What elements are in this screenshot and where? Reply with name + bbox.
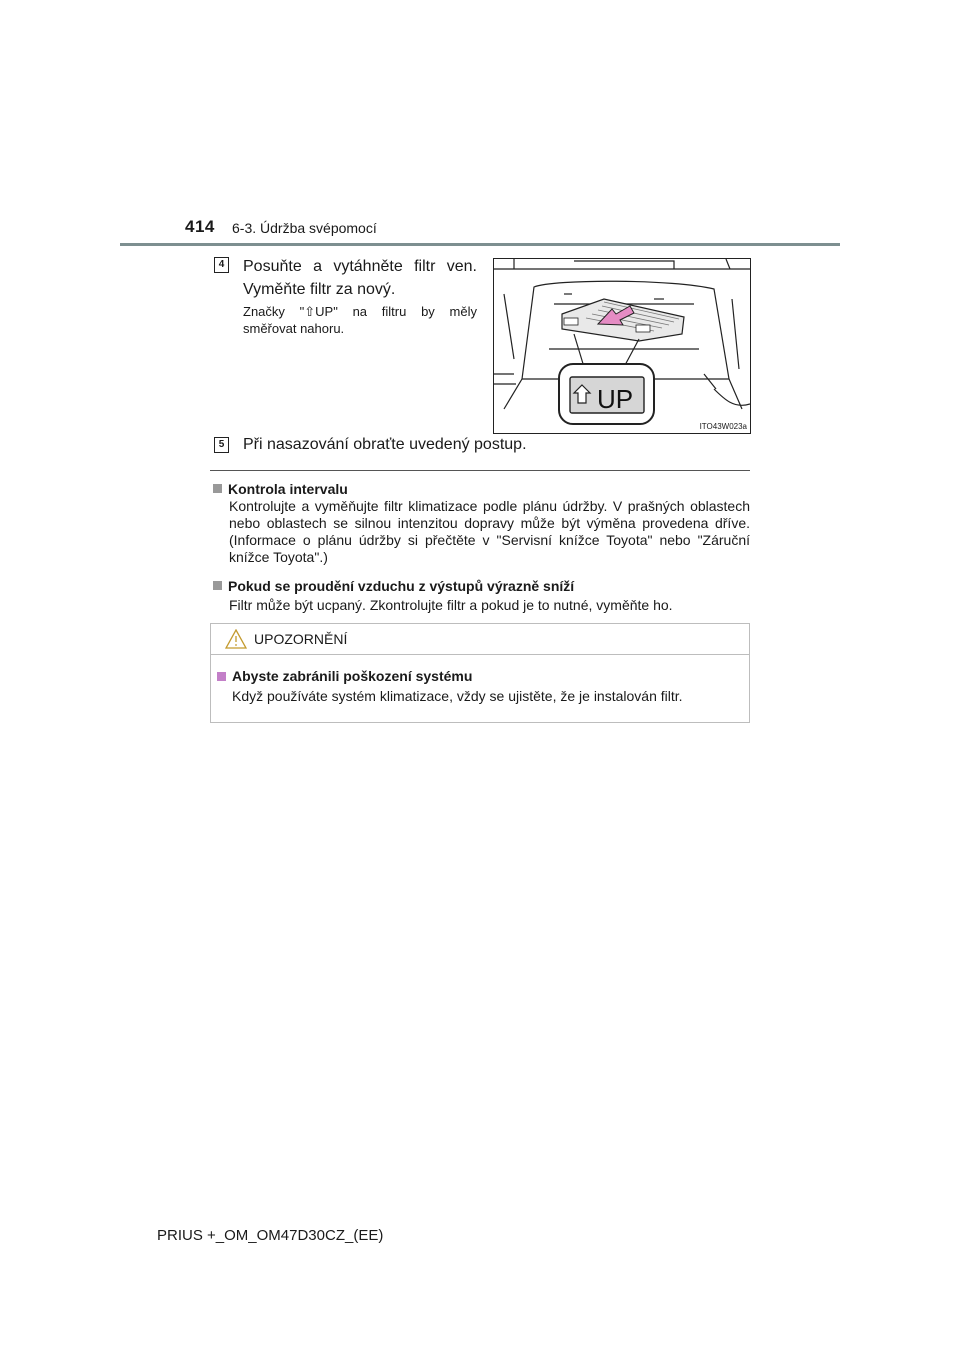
step-5-text: Při nasazování obraťte uvedený postup. xyxy=(243,436,527,453)
up-mark-right-icon xyxy=(636,325,650,332)
step-number-4: 4 xyxy=(214,257,229,273)
info-body: Filtr může být ucpaný. Zkontrolujte filtr a pokud je to nutné, vyměňte ho. xyxy=(229,597,673,613)
glovebox-filter-drawing xyxy=(494,259,750,433)
step-4-note: Značky "⇧UP" na filtru by měly směřovat nahoru. xyxy=(243,304,477,336)
bullet-square-icon xyxy=(213,581,222,590)
warning-bullet-square-icon xyxy=(217,672,226,681)
image-code: ITO43W023a xyxy=(699,422,747,431)
warning-header xyxy=(211,624,749,655)
step-number-5: 5 xyxy=(214,437,229,453)
info-body: Kontrolujte a vyměňujte filtr klimatizace podle plánu údržby. V prašných oblastech nebo oblastech se silnou intenzitou dopravy může být výměna provedena dříve. (Informace o plánu údržby si přečtěte v "Servisní knížce Toyota" nebo "Záruční knížce Toyota".) xyxy=(229,498,750,565)
up-label: UP xyxy=(597,384,634,414)
warning-box xyxy=(210,623,750,723)
section-title: 6-3. Údržba svépomocí xyxy=(232,220,377,236)
up-mark-left-icon xyxy=(564,318,578,325)
step-4-title: Posuňte a vytáhněte filtr ven. Vyměňte filtr za nový. xyxy=(243,258,477,298)
info-block-interval xyxy=(210,480,750,566)
info-heading: Kontrola intervalu xyxy=(228,481,348,497)
warning-heading: Abyste zabránili poškození systému xyxy=(232,668,473,684)
warning-triangle-icon xyxy=(225,629,247,649)
info-heading: Pokud se proudění vzduchu z výstupů výrazně sníží xyxy=(228,578,575,594)
mid-rule xyxy=(210,470,750,471)
info-block-airflow xyxy=(210,577,750,614)
filter-illustration xyxy=(493,258,751,434)
bullet-square-icon xyxy=(213,484,222,493)
header-rule xyxy=(120,243,840,246)
warning-title: UPOZORNĚNÍ xyxy=(254,631,348,647)
page-number: 414 xyxy=(185,217,215,236)
footer-code: PRIUS +_OM_OM47D30CZ_(EE) xyxy=(157,1227,384,1244)
warning-body: Když používáte systém klimatizace, vždy se ujistěte, že je instalován filtr. xyxy=(232,688,683,704)
